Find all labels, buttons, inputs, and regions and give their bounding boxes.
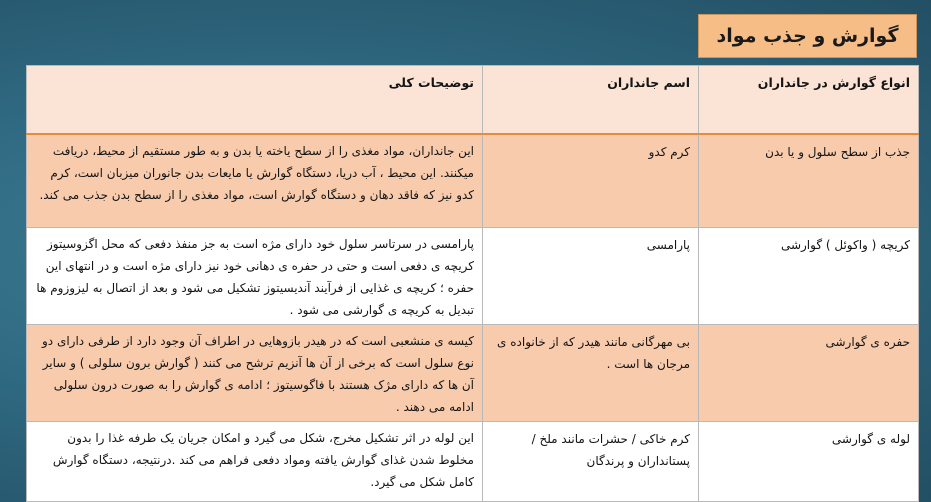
table-row <box>27 134 919 228</box>
cell-organism-name: کرم خاکی / حشرات مانند ملخ / پستانداران و پرندگان <box>483 422 699 502</box>
cell-description: کیسه ی منشعبی است که در هیدر بازوهایی در اطراف آن وجود دارد از طرفی دارای دو نوع سلول است که برخی از آن ها آنزیم ترشح می کنند ( گوارش برون سلولی ) و سایر آن ها که دارای مژک هستند با فاگوسیتوز ؛ ادامه ی گوارش را به صورت درون سلولی ادامه می دهند . <box>27 325 483 422</box>
cell-digestion-type: حفره ی گوارشی <box>699 325 919 422</box>
cell-digestion-type: لوله ی گوارشی <box>699 422 919 502</box>
header-digestion-type: انواع گوارش در جانداران <box>699 66 919 134</box>
cell-digestion-type: کریچه ( واکوئل ) گوارشی <box>699 228 919 325</box>
cell-description: پارامسی در سرتاسر سلول خود دارای مژه است به جز منفذ دفعی که محل اگزوسیتوز کریچه ی دفعی است و حتی در حفره ی دهانی خود نیز دارای مژه است و در انتهای این حفره ؛ کریچه ی غذایی از فرآیند آندیسیتوز تشکیل می شود و بعد از اتصال به لیزوزوم ها تبدیل به کریچه ی گوارشی می شود . <box>27 228 483 325</box>
table-row <box>27 228 919 325</box>
cell-organism-name: بی مهرگانی مانند هیدر که از خانواده ی مرجان ها است . <box>483 325 699 422</box>
table-row <box>27 422 919 502</box>
cell-organism-name: کرم کدو <box>483 134 699 228</box>
digestion-table <box>26 65 919 502</box>
header-organism-name: اسم جانداران <box>483 66 699 134</box>
cell-digestion-type: جذب از سطح سلول و یا بدن <box>699 134 919 228</box>
table-row <box>27 325 919 422</box>
table-header-row <box>27 66 919 134</box>
header-description: توضیحات کلی <box>27 66 483 134</box>
page-title: گوارش و جذب مواد <box>698 14 917 58</box>
cell-description: این جانداران، مواد مغذی را از سطح یاخته یا بدن و به طور مستقیم از محیط، دریافت میکنند. این محیط ، آب دریا، دستگاه گوارش یا مایعات بدن جانوران میزبان است، کرم کدو نیز که فاقد دهان و دستگاه گوارش است، مواد مغذی را از سطح بدن جذب می کند. <box>27 134 483 228</box>
cell-organism-name: پارامسی <box>483 228 699 325</box>
cell-description: این لوله در اثر تشکیل مخرج، شکل می گیرد و امکان جریان یک طرفه غذا را بدون مخلوط شدن غذای گوارش یافته ومواد دفعی فراهم می کند .درنتیجه، دستگاه گوارش کامل شکل می گیرد. <box>27 422 483 502</box>
